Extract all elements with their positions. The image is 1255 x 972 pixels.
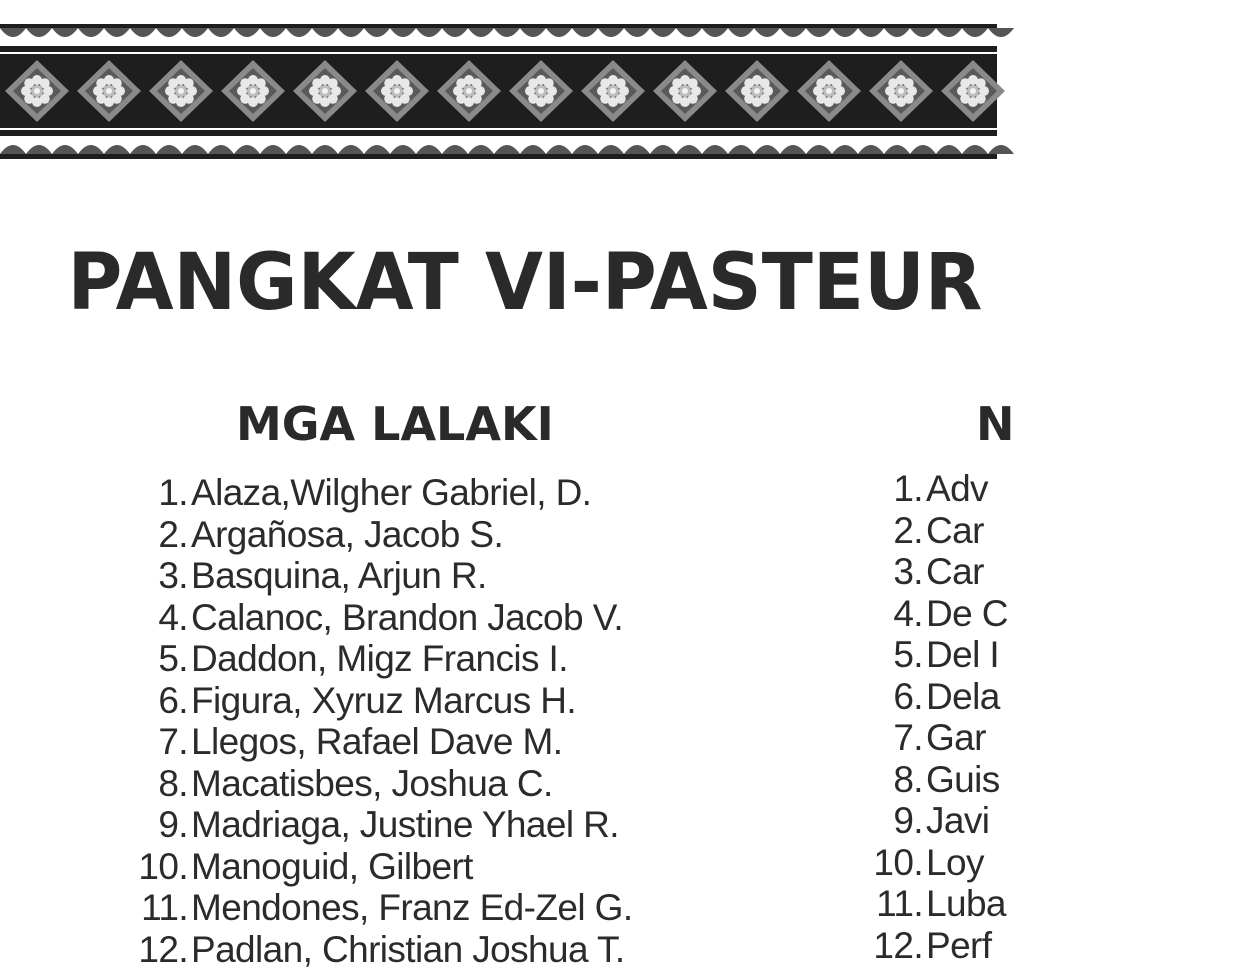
item-number: 9. [158, 804, 188, 845]
boys-list-item [120, 763, 840, 805]
item-number: 2. [893, 509, 923, 551]
decorative-border [0, 24, 997, 160]
boys-list-item [120, 514, 840, 556]
girls-list-item [855, 676, 1255, 718]
student-name: Madriaga, Justine Yhael R. [191, 804, 619, 845]
item-number: 6. [158, 679, 188, 721]
girls-list-item [855, 717, 1255, 759]
item-number: 4. [158, 596, 188, 638]
student-name: Macatisbes, Joshua C. [191, 762, 553, 804]
item-number: 5. [158, 638, 188, 679]
student-name: Del I [926, 634, 1000, 675]
student-name: Perf [926, 924, 992, 966]
item-number: 11. [141, 887, 188, 928]
student-name: Gar [926, 717, 986, 758]
student-name: Argañosa, Jacob S. [191, 513, 504, 555]
student-name: De C [926, 592, 1008, 634]
boys-list-item [120, 555, 840, 597]
student-name: Mendones, Franz Ed-Zel G. [191, 887, 633, 928]
girls-list-item [855, 510, 1255, 552]
item-number: 9. [893, 800, 923, 841]
boys-list-item [120, 472, 840, 514]
girls-list [855, 468, 1255, 966]
boys-list [120, 472, 840, 970]
item-number: 4. [893, 592, 923, 634]
student-name: Guis [926, 758, 1000, 800]
item-number: 1. [158, 472, 188, 513]
girls-list-item [855, 551, 1255, 593]
page-title: PANGKAT VI-PASTEUR [67, 238, 983, 328]
student-name: Llegos, Rafael Dave M. [191, 721, 563, 762]
item-number: 7. [893, 717, 923, 758]
heading-girls: N [976, 397, 1015, 451]
boys-list-item [120, 638, 840, 680]
item-number: 8. [158, 762, 188, 804]
boys-list-item [120, 846, 840, 888]
item-number: 11. [876, 883, 923, 924]
student-name: Adv [926, 468, 988, 509]
item-number: 12. [873, 924, 923, 966]
boys-list-item [120, 887, 840, 929]
item-number: 3. [893, 551, 923, 592]
student-name: Car [926, 551, 984, 592]
item-number: 6. [893, 675, 923, 717]
item-number: 10. [138, 845, 188, 887]
item-number: 10. [873, 841, 923, 883]
student-name: Daddon, Migz Francis I. [191, 638, 568, 679]
girls-list-item [855, 759, 1255, 801]
student-name: Luba [926, 883, 1006, 924]
student-name: Manoguid, Gilbert [191, 845, 473, 887]
girls-list-item [855, 634, 1255, 676]
student-name: Dela [926, 675, 1000, 717]
boys-list-item [120, 597, 840, 639]
border-pattern [0, 24, 997, 160]
item-number: 5. [893, 634, 923, 675]
student-name: Basquina, Arjun R. [191, 555, 487, 596]
boys-list-item [120, 929, 840, 971]
student-name: Figura, Xyruz Marcus H. [191, 679, 577, 721]
item-number: 1. [893, 468, 923, 509]
girls-list-item [855, 468, 1255, 510]
student-name: Calanoc, Brandon Jacob V. [191, 596, 624, 638]
boys-list-item [120, 680, 840, 722]
student-name: Padlan, Christian Joshua T. [191, 928, 625, 970]
girls-list-item [855, 883, 1255, 925]
student-name: Alaza,Wilgher Gabriel, D. [191, 472, 592, 513]
girls-list-item [855, 800, 1255, 842]
item-number: 7. [158, 721, 188, 762]
boys-list-item [120, 804, 840, 846]
item-number: 2. [158, 513, 188, 555]
girls-list-item [855, 925, 1255, 967]
item-number: 3. [158, 555, 188, 596]
student-name: Car [926, 509, 984, 551]
heading-boys: MGA LALAKI [236, 397, 554, 451]
girls-list-item [855, 593, 1255, 635]
girls-list-item [855, 842, 1255, 884]
boys-list-item [120, 721, 840, 763]
item-number: 8. [893, 758, 923, 800]
student-name: Javi [926, 800, 990, 841]
item-number: 12. [138, 928, 188, 970]
student-name: Loy [926, 841, 984, 883]
